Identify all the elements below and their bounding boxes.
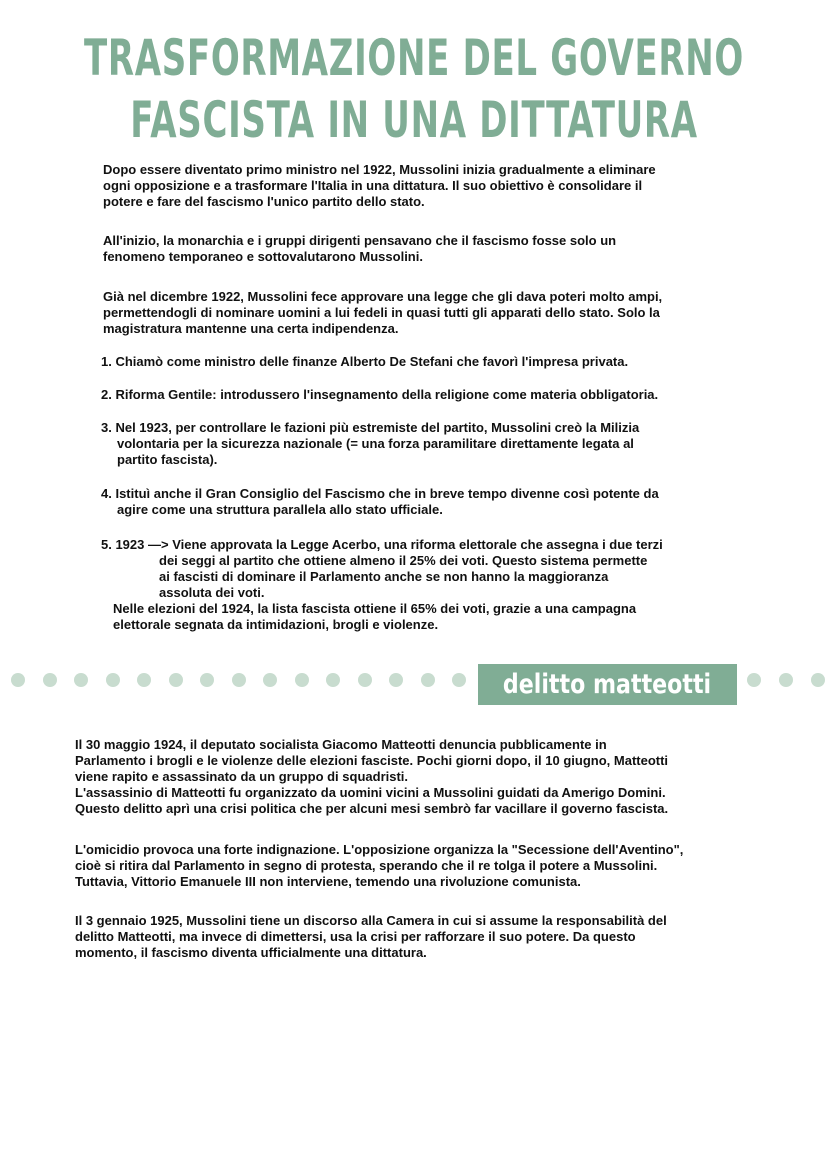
divider-dot — [74, 673, 88, 687]
list-item — [101, 420, 639, 468]
divider-dot — [389, 673, 403, 687]
text-line: All'inizio, la monarchia e i gruppi dirigenti pensavano che il fascismo fosse solo un — [103, 233, 617, 248]
section-heading-banner — [478, 664, 737, 705]
divider-dot — [137, 673, 151, 687]
text-line: 1. Chiamò come ministro delle finanze Alberto De Stefani che favorì l'impresa privata. — [101, 354, 629, 369]
divider-dot — [421, 673, 435, 687]
text-line: magistratura mantenne una certa indipendenza. — [103, 321, 399, 336]
section-heading-delitto-matteotti: delitto matteotti — [503, 669, 712, 700]
text-line: potere e fare del fascismo l'unico partito dello stato. — [103, 194, 425, 209]
text-line: ai fascisti di dominare il Parlamento anche se non hanno la maggioranza — [159, 569, 609, 584]
text-line: volontaria per la sicurezza nazionale (= una forza paramilitare direttamente legata al — [117, 436, 634, 451]
divider-dot — [811, 673, 825, 687]
list-item — [101, 354, 628, 370]
text-line: cioè si ritira dal Parlamento in segno di protesta, sperando che il re tolga il potere a Mussolini. — [75, 858, 658, 873]
divider-dot — [263, 673, 277, 687]
text-line: L'assassinio di Matteotti fu organizzato da uomini vicini a Mussolini guidati da Amerigo Domini. — [75, 785, 666, 800]
text-line: Nelle elezioni del 1924, la lista fascista ottiene il 65% dei voti, grazie a una campagna — [113, 601, 637, 616]
divider-dot — [169, 673, 183, 687]
text-line: momento, il fascismo diventa ufficialmente una dittatura. — [75, 945, 427, 960]
divider-dot — [452, 673, 466, 687]
intro-paragraph — [103, 162, 656, 210]
text-line: Tuttavia, Vittorio Emanuele III non interviene, temendo una rivoluzione comunista. — [75, 874, 581, 889]
text-line: fenomeno temporaneo e sottovalutarono Mussolini. — [103, 249, 423, 264]
intro-paragraph — [103, 233, 616, 265]
text-line: assoluta dei voti. — [159, 585, 265, 600]
list-item — [101, 486, 659, 518]
divider-dot — [358, 673, 372, 687]
text-line: permettendogli di nominare uomini a lui fedeli in quasi tutti gli apparati dello stato. Solo la — [103, 305, 660, 320]
list-item — [101, 537, 663, 601]
divider-dot — [779, 673, 793, 687]
text-line: ogni opposizione e a trasformare l'Italia in una dittatura. Il suo obiettivo è consolidare il — [103, 178, 643, 193]
divider-dot — [232, 673, 246, 687]
text-line: elettorale segnata da intimidazioni, brogli e violenze. — [113, 617, 439, 632]
text-line: Il 30 maggio 1924, il deputato socialista Giacomo Matteotti denuncia pubblicamente in — [75, 737, 607, 752]
text-line: partito fascista). — [117, 452, 218, 467]
page-title-line-2: FASCISTA IN UNA DITTATURA — [130, 91, 698, 149]
divider-dot — [747, 673, 761, 687]
text-line: Il 3 gennaio 1925, Mussolini tiene un discorso alla Camera in cui si assume la responsabilità del — [75, 913, 667, 928]
divider-dot — [106, 673, 120, 687]
divider-dot — [200, 673, 214, 687]
divider-dot — [11, 673, 25, 687]
text-line: Dopo essere diventato primo ministro nel 1922, Mussolini inizia gradualmente a eliminare — [103, 162, 656, 177]
matteotti-paragraph — [75, 737, 668, 817]
text-line: delitto Matteotti, ma invece di dimettersi, usa la crisi per rafforzare il suo potere. Da questo — [75, 929, 636, 944]
text-line: Parlamento i brogli e le violenze delle elezioni fasciste. Pochi giorni dopo, il 10 giugno, Matteotti — [75, 753, 669, 768]
divider-dot — [326, 673, 340, 687]
text-line: 5. 1923 —> Viene approvata la Legge Acerbo, una riforma elettorale che assegna i due terzi — [101, 537, 663, 552]
text-line: dei seggi al partito che ottiene almeno il 25% dei voti. Questo sistema permette — [159, 553, 648, 568]
divider-dot — [43, 673, 57, 687]
text-line: 3. Nel 1923, per controllare le fazioni più estremiste del partito, Mussolini creò la Milizia — [101, 420, 640, 435]
matteotti-paragraph — [75, 842, 683, 890]
intro-paragraph — [103, 289, 662, 337]
text-line: viene rapito e assassinato da un gruppo di squadristi. — [75, 769, 409, 784]
text-line: L'omicidio provoca una forte indignazione. L'opposizione organizza la "Secessione dell'Aventino", — [75, 842, 684, 857]
text-line: 4. Istituì anche il Gran Consiglio del Fascismo che in breve tempo divenne così potente da — [101, 486, 659, 501]
list-item — [101, 387, 658, 403]
text-line: Già nel dicembre 1922, Mussolini fece approvare una legge che gli dava poteri molto ampi, — [103, 289, 663, 304]
text-line: Questo delitto aprì una crisi politica che per alcuni mesi sembrò far vacillare il governo fascista. — [75, 801, 669, 816]
text-line: 2. Riforma Gentile: introdussero l'insegnamento della religione come materia obbligatoria. — [101, 387, 659, 402]
matteotti-paragraph — [75, 913, 667, 961]
page-title-line-1: TRASFORMAZIONE DEL GOVERNO — [84, 29, 744, 87]
text-line: agire come una struttura parallela allo stato ufficiale. — [117, 502, 443, 517]
divider-dot — [295, 673, 309, 687]
elections-paragraph — [113, 601, 636, 633]
